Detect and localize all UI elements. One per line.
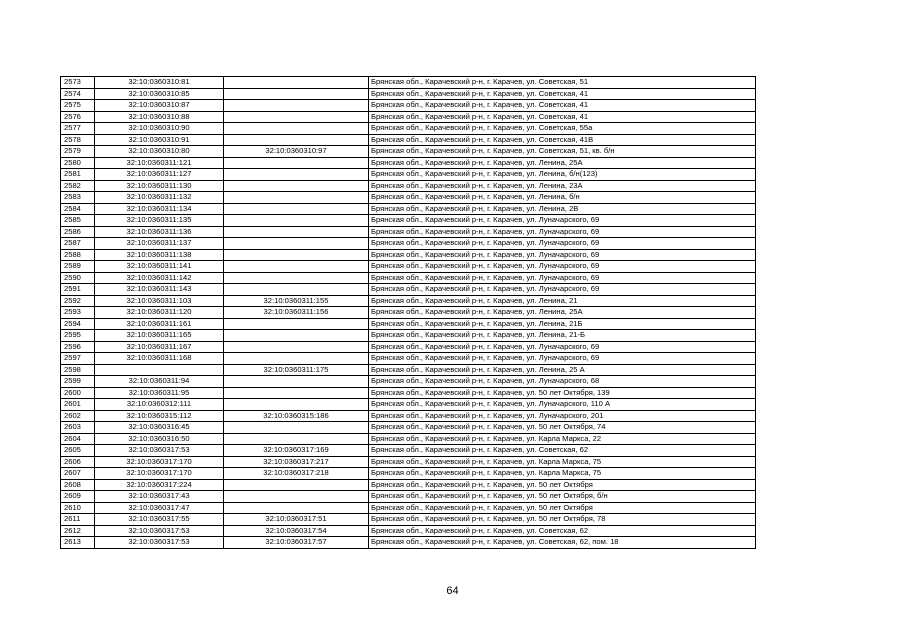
related-cadastral-number-cell	[224, 387, 369, 399]
cadastral-number-cell: 32:10:0360317:170	[95, 468, 224, 480]
cadastral-number-cell: 32:10:0360311:132	[95, 192, 224, 204]
table-row	[61, 307, 756, 319]
cadastral-number-cell: 32:10:0360311:161	[95, 318, 224, 330]
row-number-cell: 2582	[61, 180, 95, 192]
row-number-cell: 2593	[61, 307, 95, 319]
table-row	[61, 399, 756, 411]
row-number-cell: 2599	[61, 376, 95, 388]
address-cell: Брянская обл., Карачевский р-н, г. Карачев, ул. Ленина, 25А	[369, 157, 756, 169]
cadastral-number-cell: 32:10:0360311:95	[95, 387, 224, 399]
table-row	[61, 318, 756, 330]
row-number-cell: 2608	[61, 479, 95, 491]
row-number-cell: 2595	[61, 330, 95, 342]
cadastral-number-cell: 32:10:0360317:53	[95, 537, 224, 549]
related-cadastral-number-cell	[224, 215, 369, 227]
cadastral-number-cell: 32:10:0360311:165	[95, 330, 224, 342]
cadastral-number-cell: 32:10:0360311:167	[95, 341, 224, 353]
table-row	[61, 525, 756, 537]
row-number-cell: 2576	[61, 111, 95, 123]
cadastral-number-cell: 32:10:0360317:53	[95, 525, 224, 537]
address-cell: Брянская обл., Карачевский р-н, г. Карачев, ул. Советская, 51, кв. б/н	[369, 146, 756, 158]
cadastral-number-cell: 32:10:0360310:85	[95, 88, 224, 100]
table-row	[61, 387, 756, 399]
row-number-cell: 2609	[61, 491, 95, 503]
row-number-cell: 2574	[61, 88, 95, 100]
table-row	[61, 111, 756, 123]
table-body	[61, 77, 756, 549]
related-cadastral-number-cell: 32:10:0360317:217	[224, 456, 369, 468]
row-number-cell: 2585	[61, 215, 95, 227]
table-row	[61, 77, 756, 89]
cadastral-number-cell: 32:10:0360311:103	[95, 295, 224, 307]
address-cell: Брянская обл., Карачевский р-н, г. Карачев, ул. Советская, 41	[369, 88, 756, 100]
address-cell: Брянская обл., Карачевский р-н, г. Карачев, ул. Ленина, 21Б	[369, 318, 756, 330]
address-cell: Брянская обл., Карачевский р-н, г. Карачев, ул. Ленина, 25А	[369, 307, 756, 319]
address-cell: Брянская обл., Карачевский р-н, г. Карачев, ул. 50 лет Октября, 74	[369, 422, 756, 434]
address-cell: Брянская обл., Карачевский р-н, г. Карачев, ул. Луначарского, 69	[369, 341, 756, 353]
row-number-cell: 2578	[61, 134, 95, 146]
related-cadastral-number-cell	[224, 88, 369, 100]
row-number-cell: 2602	[61, 410, 95, 422]
table-row	[61, 249, 756, 261]
row-number-cell: 2573	[61, 77, 95, 89]
related-cadastral-number-cell	[224, 238, 369, 250]
related-cadastral-number-cell	[224, 192, 369, 204]
table-row	[61, 376, 756, 388]
related-cadastral-number-cell	[224, 169, 369, 181]
table-row	[61, 261, 756, 273]
address-cell: Брянская обл., Карачевский р-н, г. Карачев, ул. Луначарского, 69	[369, 215, 756, 227]
row-number-cell: 2580	[61, 157, 95, 169]
page-number: 64	[446, 585, 459, 597]
related-cadastral-number-cell	[224, 77, 369, 89]
address-cell: Брянская обл., Карачевский р-н, г. Карачев, ул. Советская, 62	[369, 525, 756, 537]
address-cell: Брянская обл., Карачевский р-н, г. Карачев, ул. Советская, 41В	[369, 134, 756, 146]
cadastral-number-cell: 32:10:0360311:121	[95, 157, 224, 169]
table-row	[61, 88, 756, 100]
cadastral-number-cell: 32:10:0360317:47	[95, 502, 224, 514]
row-number-cell: 2575	[61, 100, 95, 112]
address-cell: Брянская обл., Карачевский р-н, г. Карачев, ул. 50 лет Октября, 78	[369, 514, 756, 526]
cadastral-number-cell: 32:10:0360310:90	[95, 123, 224, 135]
related-cadastral-number-cell: 32:10:0360310:97	[224, 146, 369, 158]
cadastral-number-cell: 32:10:0360310:87	[95, 100, 224, 112]
cadastral-number-cell: 32:10:0360311:137	[95, 238, 224, 250]
related-cadastral-number-cell: 32:10:0360311:175	[224, 364, 369, 376]
table-row	[61, 295, 756, 307]
address-cell: Брянская обл., Карачевский р-н, г. Карачев, ул. Советская, 51	[369, 77, 756, 89]
cadastral-number-cell: 32:10:0360310:91	[95, 134, 224, 146]
cadastral-number-cell: 32:10:0360311:134	[95, 203, 224, 215]
row-number-cell: 2607	[61, 468, 95, 480]
related-cadastral-number-cell	[224, 180, 369, 192]
cadastral-number-cell: 32:10:0360310:80	[95, 146, 224, 158]
address-cell: Брянская обл., Карачевский р-н, г. Карачев, ул. Ленина, б/н(123)	[369, 169, 756, 181]
row-number-cell: 2592	[61, 295, 95, 307]
row-number-cell: 2590	[61, 272, 95, 284]
row-number-cell: 2584	[61, 203, 95, 215]
related-cadastral-number-cell	[224, 157, 369, 169]
row-number-cell: 2588	[61, 249, 95, 261]
related-cadastral-number-cell	[224, 249, 369, 261]
related-cadastral-number-cell	[224, 376, 369, 388]
cadastral-number-cell: 32:10:0360316:50	[95, 433, 224, 445]
table-row	[61, 502, 756, 514]
related-cadastral-number-cell	[224, 399, 369, 411]
related-cadastral-number-cell: 32:10:0360317:169	[224, 445, 369, 457]
table-row	[61, 238, 756, 250]
address-cell: Брянская обл., Карачевский р-н, г. Карачев, ул. Луначарского, 69	[369, 238, 756, 250]
cadastral-number-cell: 32:10:0360317:55	[95, 514, 224, 526]
table-row	[61, 537, 756, 549]
row-number-cell: 2594	[61, 318, 95, 330]
related-cadastral-number-cell	[224, 100, 369, 112]
table-row	[61, 491, 756, 503]
row-number-cell: 2589	[61, 261, 95, 273]
row-number-cell: 2577	[61, 123, 95, 135]
table-row	[61, 330, 756, 342]
table-row	[61, 226, 756, 238]
address-cell: Брянская обл., Карачевский р-н, г. Карачев, ул. Советская, 62, пом. 18	[369, 537, 756, 549]
related-cadastral-number-cell	[224, 491, 369, 503]
address-cell: Брянская обл., Карачевский р-н, г. Карачев, ул. Ленина, 2В	[369, 203, 756, 215]
address-cell: Брянская обл., Карачевский р-н, г. Карачев, ул. Луначарского, 69	[369, 261, 756, 273]
cadastral-number-cell: 32:10:0360311:141	[95, 261, 224, 273]
related-cadastral-number-cell	[224, 479, 369, 491]
related-cadastral-number-cell	[224, 502, 369, 514]
address-cell: Брянская обл., Карачевский р-н, г. Карачев, ул. Ленина, б/н	[369, 192, 756, 204]
cadastral-number-cell: 32:10:0360311:120	[95, 307, 224, 319]
related-cadastral-number-cell	[224, 422, 369, 434]
cadastral-number-cell: 32:10:0360311:136	[95, 226, 224, 238]
address-cell: Брянская обл., Карачевский р-н, г. Карачев, ул. Луначарского, 201	[369, 410, 756, 422]
row-number-cell: 2598	[61, 364, 95, 376]
table-row	[61, 146, 756, 158]
cadastral-number-cell: 32:10:0360317:53	[95, 445, 224, 457]
table-row	[61, 479, 756, 491]
cadastral-number-cell: 32:10:0360317:43	[95, 491, 224, 503]
related-cadastral-number-cell	[224, 261, 369, 273]
table-row	[61, 134, 756, 146]
row-number-cell: 2597	[61, 353, 95, 365]
address-cell: Брянская обл., Карачевский р-н, г. Карачев, ул. Луначарского, 69	[369, 272, 756, 284]
address-cell: Брянская обл., Карачевский р-н, г. Карачев, ул. Карла Маркса, 75	[369, 456, 756, 468]
cadastral-number-cell: 32:10:0360310:88	[95, 111, 224, 123]
address-cell: Брянская обл., Карачевский р-н, г. Карачев, ул. 50 лет Октября, 139	[369, 387, 756, 399]
table-row	[61, 514, 756, 526]
related-cadastral-number-cell	[224, 318, 369, 330]
related-cadastral-number-cell: 32:10:0360317:57	[224, 537, 369, 549]
row-number-cell: 2596	[61, 341, 95, 353]
row-number-cell: 2605	[61, 445, 95, 457]
address-cell: Брянская обл., Карачевский р-н, г. Карачев, ул. 50 лет Октября	[369, 502, 756, 514]
table-row	[61, 100, 756, 112]
cadastral-number-cell: 32:10:0360317:170	[95, 456, 224, 468]
address-cell: Брянская обл., Карачевский р-н, г. Карачев, ул. Луначарского, 69	[369, 353, 756, 365]
address-cell: Брянская обл., Карачевский р-н, г. Карачев, ул. Советская, 41	[369, 100, 756, 112]
address-cell: Брянская обл., Карачевский р-н, г. Карачев, ул. Карла Маркса, 75	[369, 468, 756, 480]
row-number-cell: 2610	[61, 502, 95, 514]
address-cell: Брянская обл., Карачевский р-н, г. Карачев, ул. Ленина, 23А	[369, 180, 756, 192]
cadastral-number-cell: 32:10:0360311:142	[95, 272, 224, 284]
table-row	[61, 410, 756, 422]
cadastral-number-cell: 32:10:0360316:45	[95, 422, 224, 434]
address-cell: Брянская обл., Карачевский р-н, г. Карачев, ул. Луначарского, 68	[369, 376, 756, 388]
row-number-cell: 2601	[61, 399, 95, 411]
table-row	[61, 433, 756, 445]
row-number-cell: 2579	[61, 146, 95, 158]
table-row	[61, 468, 756, 480]
table-row	[61, 180, 756, 192]
table-row	[61, 422, 756, 434]
cadastral-number-cell: 32:10:0360311:135	[95, 215, 224, 227]
address-cell: Брянская обл., Карачевский р-н, г. Карачев, ул. Луначарского, 69	[369, 249, 756, 261]
related-cadastral-number-cell	[224, 111, 369, 123]
related-cadastral-number-cell: 32:10:0360317:218	[224, 468, 369, 480]
row-number-cell: 2600	[61, 387, 95, 399]
row-number-cell: 2611	[61, 514, 95, 526]
table-row	[61, 123, 756, 135]
cadastral-table	[60, 76, 756, 549]
row-number-cell: 2583	[61, 192, 95, 204]
related-cadastral-number-cell	[224, 353, 369, 365]
address-cell: Брянская обл., Карачевский р-н, г. Карачев, ул. Ленина, 21-Б	[369, 330, 756, 342]
address-cell: Брянская обл., Карачевский р-н, г. Карачев, ул. 50 лет Октября	[369, 479, 756, 491]
row-number-cell: 2613	[61, 537, 95, 549]
address-cell: Брянская обл., Карачевский р-н, г. Карачев, ул. Карла Маркса, 22	[369, 433, 756, 445]
row-number-cell: 2591	[61, 284, 95, 296]
row-number-cell: 2581	[61, 169, 95, 181]
table-row	[61, 203, 756, 215]
related-cadastral-number-cell	[224, 226, 369, 238]
related-cadastral-number-cell	[224, 433, 369, 445]
table-row	[61, 341, 756, 353]
table-row	[61, 215, 756, 227]
cadastral-number-cell: 32:10:0360317:224	[95, 479, 224, 491]
related-cadastral-number-cell	[224, 284, 369, 296]
cadastral-number-cell: 32:10:0360311:130	[95, 180, 224, 192]
table-row	[61, 456, 756, 468]
related-cadastral-number-cell: 32:10:0360311:155	[224, 295, 369, 307]
related-cadastral-number-cell	[224, 330, 369, 342]
address-cell: Брянская обл., Карачевский р-н, г. Карачев, ул. Советская, 41	[369, 111, 756, 123]
cadastral-number-cell: 32:10:0360310:81	[95, 77, 224, 89]
related-cadastral-number-cell	[224, 341, 369, 353]
related-cadastral-number-cell: 32:10:0360317:54	[224, 525, 369, 537]
related-cadastral-number-cell: 32:10:0360315:186	[224, 410, 369, 422]
table-row	[61, 192, 756, 204]
address-cell: Брянская обл., Карачевский р-н, г. Карачев, ул. 50 лет Октября, б/н	[369, 491, 756, 503]
table-row	[61, 169, 756, 181]
row-number-cell: 2612	[61, 525, 95, 537]
related-cadastral-number-cell: 32:10:0360311:156	[224, 307, 369, 319]
cadastral-number-cell: 32:10:0360311:138	[95, 249, 224, 261]
cadastral-number-cell: 32:10:0360312:111	[95, 399, 224, 411]
cadastral-number-cell: 32:10:0360315:112	[95, 410, 224, 422]
cadastral-number-cell	[95, 364, 224, 376]
cadastral-number-cell: 32:10:0360311:127	[95, 169, 224, 181]
related-cadastral-number-cell	[224, 203, 369, 215]
cadastral-number-cell: 32:10:0360311:168	[95, 353, 224, 365]
table-row	[61, 157, 756, 169]
row-number-cell: 2604	[61, 433, 95, 445]
row-number-cell: 2603	[61, 422, 95, 434]
row-number-cell: 2586	[61, 226, 95, 238]
row-number-cell: 2587	[61, 238, 95, 250]
address-cell: Брянская обл., Карачевский р-н, г. Карачев, ул. Советская, 62	[369, 445, 756, 457]
table-row	[61, 364, 756, 376]
related-cadastral-number-cell: 32:10:0360317:51	[224, 514, 369, 526]
address-cell: Брянская обл., Карачевский р-н, г. Карачев, ул. Советская, 55а	[369, 123, 756, 135]
cadastral-number-cell: 32:10:0360311:143	[95, 284, 224, 296]
cadastral-number-cell: 32:10:0360311:94	[95, 376, 224, 388]
table-row	[61, 284, 756, 296]
address-cell: Брянская обл., Карачевский р-н, г. Карачев, ул. Ленина, 25 А	[369, 364, 756, 376]
related-cadastral-number-cell	[224, 272, 369, 284]
table-row	[61, 445, 756, 457]
row-number-cell: 2606	[61, 456, 95, 468]
related-cadastral-number-cell	[224, 123, 369, 135]
table-row	[61, 353, 756, 365]
address-cell: Брянская обл., Карачевский р-н, г. Карачев, ул. Ленина, 21	[369, 295, 756, 307]
table-row	[61, 272, 756, 284]
related-cadastral-number-cell	[224, 134, 369, 146]
address-cell: Брянская обл., Карачевский р-н, г. Карачев, ул. Луначарского, 69	[369, 226, 756, 238]
address-cell: Брянская обл., Карачевский р-н, г. Карачев, ул. Луначарского, 110 А	[369, 399, 756, 411]
address-cell: Брянская обл., Карачевский р-н, г. Карачев, ул. Луначарского, 69	[369, 284, 756, 296]
